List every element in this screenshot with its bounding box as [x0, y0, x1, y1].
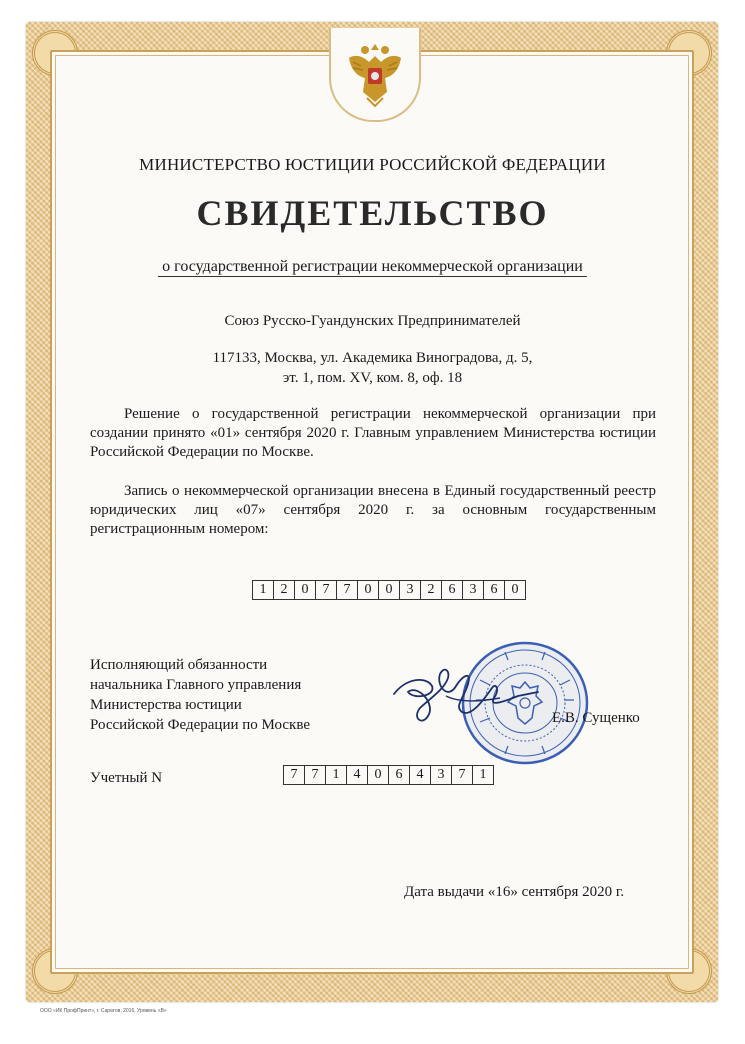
digit-cell: 7 — [451, 765, 473, 785]
digit-cell: 4 — [346, 765, 368, 785]
organization-address — [0, 348, 745, 388]
document-subtitle — [0, 258, 745, 276]
digit-cell: 6 — [388, 765, 410, 785]
signer-name: Е.В. Сущенко — [552, 710, 640, 726]
signer-title — [90, 655, 310, 735]
document-title: СВИДЕТЕЛЬСТВО — [196, 193, 549, 233]
double-headed-eagle-icon — [345, 36, 405, 108]
digit-cell: 7 — [283, 765, 305, 785]
decision-paragraph: Решение о государственной регистрации некоммерческой организации при создании принято «01» сентября 2020 г. Главным управлением Министерства юстиции Российской Федерации по Москве. — [90, 406, 656, 460]
digit-cell: 1 — [325, 765, 347, 785]
signer-title-line: Министерства юстиции — [90, 697, 242, 713]
address-line: эт. 1, пом. XV, ком. 8, оф. 18 — [282, 370, 463, 386]
signer-title-line: Исполняющий обязанности — [90, 657, 268, 673]
organization-name: Союз Русско-Гуандунских Предпринимателей — [224, 313, 521, 329]
digit-cell: 7 — [315, 580, 337, 600]
issue-date: Дата выдачи «16» сентября 2020 г. — [404, 884, 625, 900]
digit-cell: 7 — [304, 765, 326, 785]
emblem-cartouche — [329, 28, 421, 122]
digit-cell: 6 — [441, 580, 463, 600]
digit-cell: 6 — [483, 580, 505, 600]
digit-cell: 7 — [336, 580, 358, 600]
digit-cell: 3 — [399, 580, 421, 600]
digit-cell: 3 — [430, 765, 452, 785]
signer-title-line: Российской Федерации по Москве — [90, 717, 310, 733]
digit-cell: 0 — [504, 580, 526, 600]
digit-cell: 2 — [273, 580, 295, 600]
handwritten-signature — [388, 656, 548, 734]
digit-cell: 0 — [367, 765, 389, 785]
digit-cell: 1 — [252, 580, 274, 600]
account-number-label: Учетный N — [90, 770, 163, 786]
digit-cell: 3 — [462, 580, 484, 600]
digit-cell: 0 — [378, 580, 400, 600]
digit-cell: 0 — [294, 580, 316, 600]
account-number — [283, 765, 493, 785]
ministry-heading: МИНИСТЕРСТВО ЮСТИЦИИ РОССИЙСКОЙ ФЕДЕРАЦИИ — [139, 155, 606, 174]
digit-cell: 2 — [420, 580, 442, 600]
registry-paragraph: Запись о некоммерческой организации внесена в Единый государственный реестр юридических лиц «07» сентября 2020 г. за основным государственным регистрационным номером: — [90, 483, 656, 537]
signer-title-line: начальника Главного управления — [90, 677, 302, 693]
digit-cell: 0 — [357, 580, 379, 600]
subtitle-text: о государственной регистрации некоммерческой организации — [158, 258, 587, 277]
digit-cell: 1 — [472, 765, 494, 785]
registration-number — [252, 580, 525, 600]
printer-note: ООО «ИК ПрофПринт», г. Саратов, 2016, Уровень «В» — [40, 1008, 167, 1014]
address-line: 117133, Москва, ул. Академика Виноградова, д. 5, — [212, 350, 533, 366]
digit-cell: 4 — [409, 765, 431, 785]
